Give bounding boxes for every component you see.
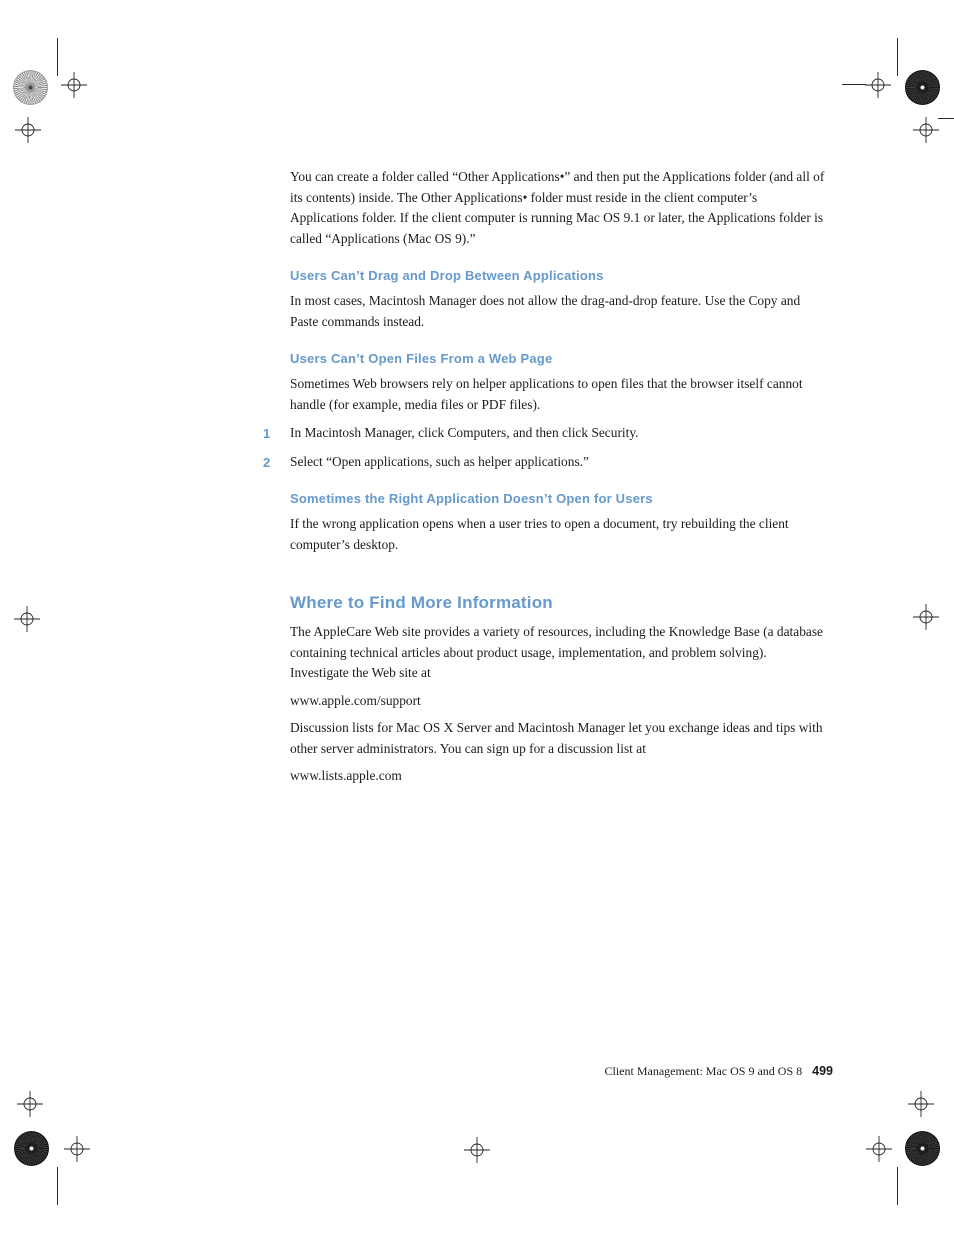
section-heading-open-files: Users Can’t Open Files From a Web Page [290,351,553,366]
crop-mark-top-left-vertical [57,38,58,76]
registration-target-icon [913,117,939,143]
paragraph-open-files: Sometimes Web browsers rely on helper applications to open files that the browser itself cannot handle (for example, media files or PDF files). [290,376,803,412]
registration-target-icon [61,72,87,98]
paragraph-wrong-application: If the wrong application opens when a user tries to open a document, try rebuilding the client computer’s desktop. [290,516,789,552]
registration-target-icon [464,1137,490,1163]
crop-mark-bottom-right-vertical [897,1167,898,1205]
step-2-text: Select “Open applications, such as helper applications.” [290,453,589,469]
registration-star-icon [14,1131,49,1166]
step-2 [263,452,828,473]
page-number: 499 [812,1064,833,1078]
section-heading-drag-drop: Users Can’t Drag and Drop Between Applications [290,268,604,283]
numbered-steps [263,423,828,472]
step-1-number: 1 [263,426,271,441]
lists-url-text: www.lists.apple.com [290,768,402,783]
registration-target-icon [908,1091,934,1117]
support-url-text: www.apple.com/support [290,692,421,708]
registration-target-icon [913,604,939,630]
step-2-number: 2 [263,454,271,470]
crop-mark-bottom-left-vertical [57,1167,58,1205]
crop-mark-top-right-vertical [897,38,898,76]
registration-target-icon [64,1136,90,1162]
paragraph-discussion-lists: Discussion lists for Mac OS X Server and Macintosh Manager let you exchange ideas and tips with other server administrators. You can sign up for a discussion list at [290,720,823,756]
step-1-text: In Macintosh Manager, click Computers, and then click Security. [290,425,639,440]
crop-mark-right-edge-tick [938,118,954,119]
registration-star-icon [13,70,48,105]
page-content [263,167,828,794]
section-heading-more-info: Where to Find More Information [290,593,553,612]
page-footer [290,1064,833,1079]
section-heading-wrong-application: Sometimes the Right Application Doesn’t Open for Users [290,491,653,506]
footer-chapter-label: Client Management: Mac OS 9 and OS 8 [604,1064,803,1078]
registration-target-icon [17,1091,43,1117]
paragraph-applecare: The AppleCare Web site provides a variety of resources, including the Knowledge Base (a database containing technical articles about product usage, implementation, and problem solving). Investigate the Web site at [290,624,824,680]
registration-target-icon [866,1136,892,1162]
registration-target-icon [15,117,41,143]
registration-target-icon [14,606,40,632]
registration-target-icon [865,72,891,98]
paragraph-drag-drop: In most cases, Macintosh Manager does not allow the drag-and-drop feature. Use the Copy and Paste commands instead. [290,293,801,329]
crop-mark-top-right-horizontal [842,84,866,85]
registration-star-icon [905,70,940,105]
step-1 [263,423,828,444]
registration-star-icon [905,1131,940,1166]
intro-paragraph: You can create a folder called “Other Applications•” and then put the Applications folder (and all of its contents) inside. The Other Applications• folder must reside in the client computer’s Applications folder. If the client computer is running Mac OS 9.1 or later, the Applications folder is called “Applications (Mac OS 9).” [290,169,825,246]
